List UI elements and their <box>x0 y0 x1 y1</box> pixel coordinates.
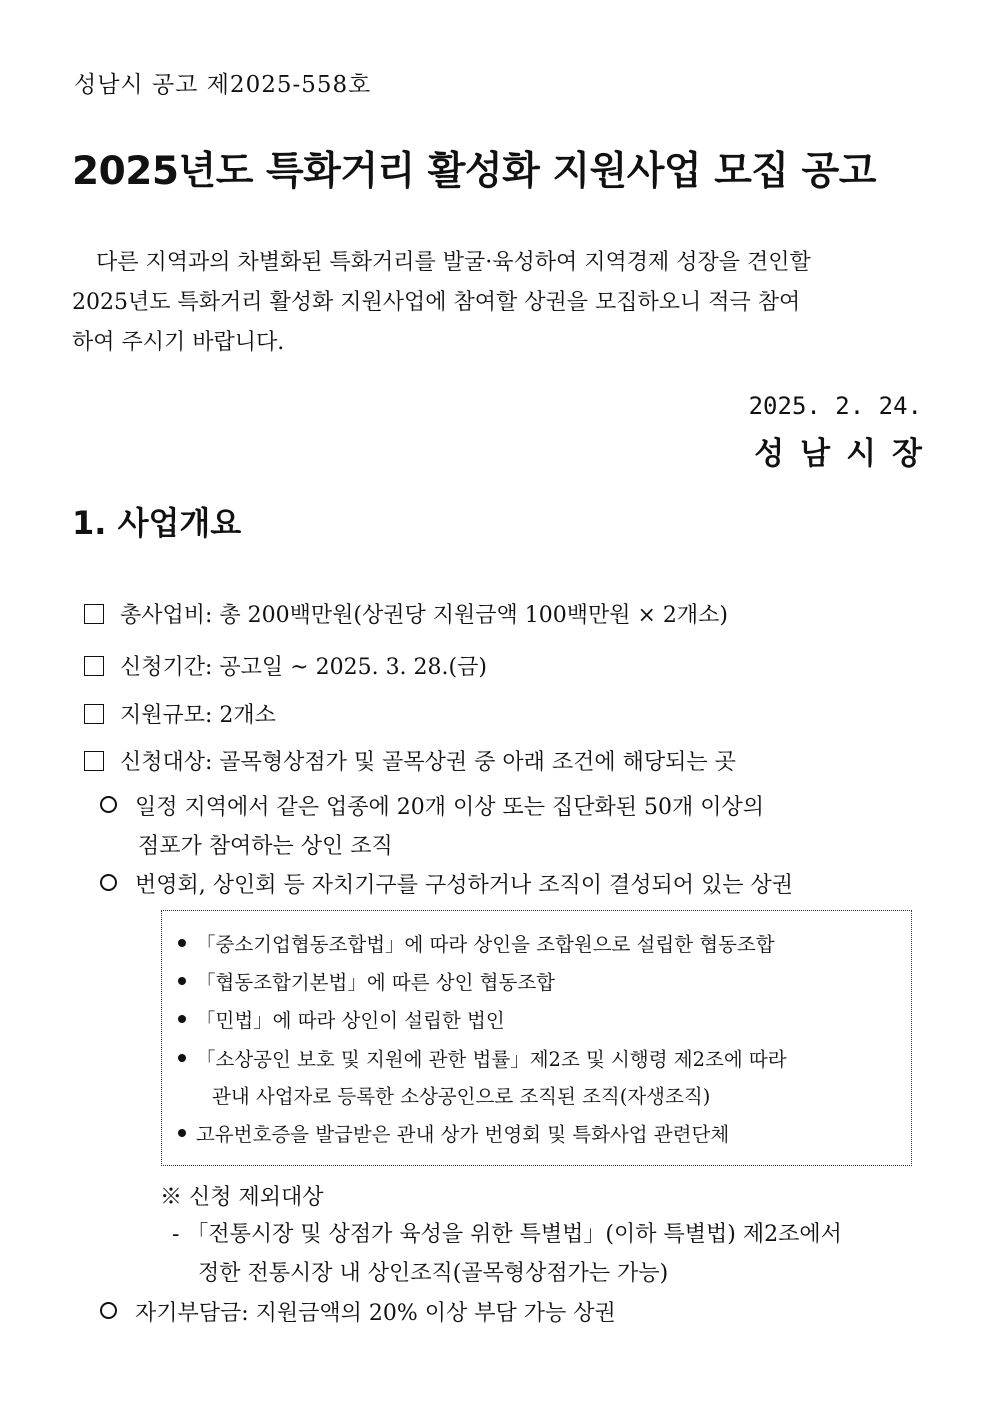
condition-item <box>100 790 764 821</box>
dot-bullet-icon <box>178 1129 186 1137</box>
intro-line: 다른 지역과의 차별화된 특화거리를 발굴·육성하여 지역경제 성장을 견인할 <box>96 250 811 275</box>
page-title: 2025년도 특화거리 활성화 지원사업 모집 공고 <box>72 149 876 194</box>
dot-bullet-icon <box>178 977 186 985</box>
condition-text: 번영회, 상인회 등 자치기구를 구성하거나 조직이 결성되어 있는 상권 <box>135 873 793 898</box>
condition-item <box>100 1296 616 1327</box>
notice-date: 2025. 2. 24. <box>748 392 922 420</box>
condition-item <box>100 868 793 899</box>
box-item-text: 「협동조합기본법」에 따른 상인 협동조합 <box>196 971 555 994</box>
intro-paragraph <box>72 243 920 363</box>
circle-bullet-icon <box>100 796 117 813</box>
intro-line: 2025년도 특화거리 활성화 지원사업에 참여할 상권을 모집하오니 적극 참여 <box>72 290 801 315</box>
checkbox-square-icon <box>84 604 104 624</box>
box-item <box>178 1119 729 1147</box>
checkbox-square-icon <box>84 751 104 771</box>
condition-text-continued: 점포가 참여하는 상인 조직 <box>138 834 393 859</box>
overview-item <box>84 698 276 729</box>
intro-line: 하여 주시기 바랍니다. <box>72 330 285 355</box>
box-item-text: 「민법」에 따라 상인이 설립한 법인 <box>196 1009 505 1032</box>
overview-item <box>84 650 487 681</box>
box-item-text: 「중소기업협동조합법」에 따라 상인을 조합원으로 설립한 협동조합 <box>196 933 775 956</box>
box-item-text: 「소상공인 보호 및 지원에 관한 법률」제2조 및 시행령 제2조에 따라 <box>196 1048 787 1071</box>
issuer-name: 성남시장 <box>754 436 938 472</box>
box-item <box>178 929 775 957</box>
overview-item <box>84 598 728 629</box>
overview-item-text: 신청기간: 공고일 ~ 2025. 3. 28.(금) <box>120 655 487 680</box>
condition-text: 일정 지역에서 같은 업종에 20개 이상 또는 집단화된 50개 이상의 <box>135 795 764 820</box>
overview-item-text: 신청대상: 골목형상점가 및 골목상권 중 아래 조건에 해당되는 곳 <box>120 750 736 775</box>
box-item <box>178 967 555 995</box>
condition-text: 자기부담금: 지원금액의 20% 이상 부담 가능 상권 <box>135 1301 616 1326</box>
overview-item <box>84 745 736 776</box>
box-item <box>178 1044 787 1072</box>
circle-bullet-icon <box>100 874 117 891</box>
exclusion-heading: ※ 신청 제외대상 <box>160 1185 324 1210</box>
dot-bullet-icon <box>178 1054 186 1062</box>
exclusion-item: - 「전통시장 및 상점가 육성을 위한 특별법」(이하 특별법) 제2조에서 <box>172 1222 842 1247</box>
section-title: 1. 사업개요 <box>72 504 242 542</box>
dot-bullet-icon <box>178 939 186 947</box>
box-item <box>178 1005 505 1033</box>
checkbox-square-icon <box>84 704 104 724</box>
exclusion-item-continued: 정한 전통시장 내 상인조직(골목형상점가는 가능) <box>198 1261 669 1286</box>
box-item-text-continued: 관내 사업자로 등록한 소상공인으로 조직된 조직(자생조직) <box>212 1085 711 1108</box>
box-item-text: 고유번호증을 발급받은 관내 상가 번영회 및 특화사업 관련단체 <box>196 1123 730 1146</box>
checkbox-square-icon <box>84 656 104 676</box>
dot-bullet-icon <box>178 1015 186 1023</box>
notice-number: 성남시 공고 제2025-558호 <box>74 72 372 98</box>
circle-bullet-icon <box>100 1302 117 1319</box>
overview-item-text: 총사업비: 총 200백만원(상권당 지원금액 100백만원 × 2개소) <box>120 603 728 628</box>
overview-item-text: 지원규모: 2개소 <box>120 703 276 728</box>
